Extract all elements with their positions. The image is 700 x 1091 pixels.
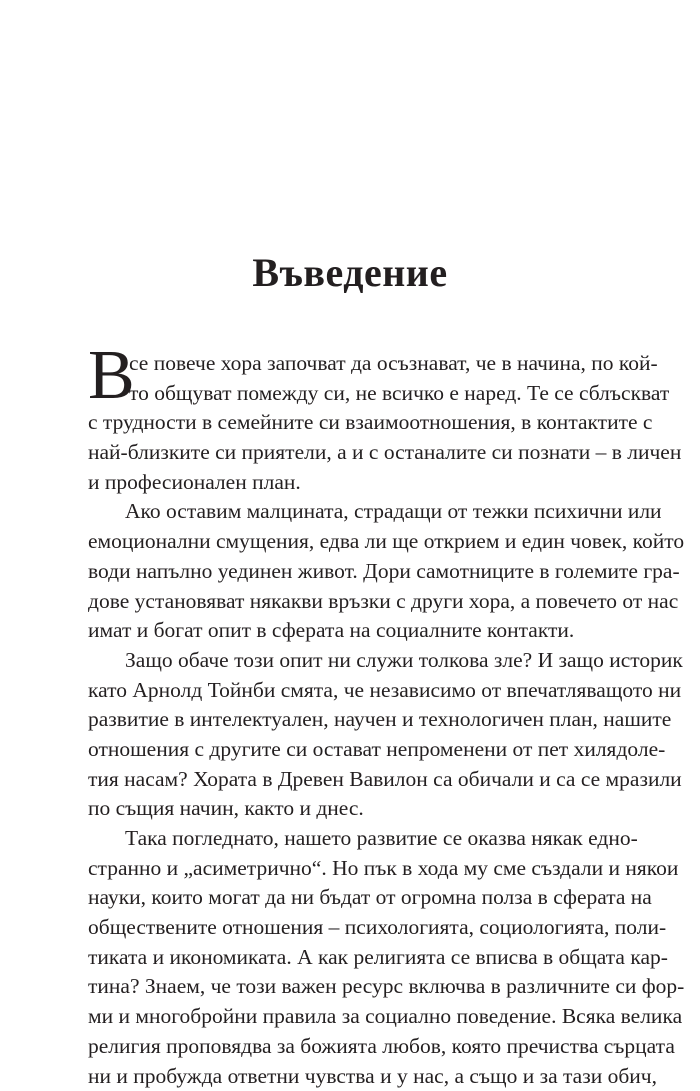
text-line: отношения с другите си остават непроменени от пет хилядоле- (88, 735, 613, 765)
text-line: то общуват помежду си, не всичко е наред. Те се сблъскват (88, 379, 613, 409)
text-line: развитие в интелектуален, научен и технологичен план, нашите (88, 705, 613, 735)
chapter-title: Въведение (0, 249, 700, 297)
text-line: Защо обаче този опит ни служи толкова зле? И защо историк (88, 646, 613, 676)
text-line: обществените отношения – психологията, социологията, поли- (88, 913, 613, 943)
text-line: дове установяват някакви връзки с други хора, а повечето от нас (88, 587, 613, 617)
text-line: Ако оставим малцината, страдащи от тежки психични или (88, 497, 613, 527)
text-line: емоционални смущения, едва ли ще открием и един човек, който (88, 527, 613, 557)
text-line: имат и богат опит в сферата на социалните контакти. (88, 616, 613, 646)
text-line: като Арнолд Тойнби смята, че независимо от впечатляващото ни (88, 676, 613, 706)
text-line: тия насам? Хората в Древен Вавилон са обичали и са се мразили (88, 765, 613, 795)
text-line: най-близките си приятели, а и с останалите си познати – в личен (88, 438, 613, 468)
text-line: науки, които могат да ни бъдат от огромна полза в сферата на (88, 883, 613, 913)
text-line: ни и пробужда ответни чувства и у нас, а също и за тази обич, (88, 1062, 613, 1091)
text-line: религия проповядва за божията любов, която пречиства сърцата (88, 1032, 613, 1062)
text-line: с трудности в семейните си взаимоотношения, в контактите с (88, 408, 613, 438)
text-line: води напълно уединен живот. Дори самотниците в големите гра- (88, 557, 613, 587)
text-line: тиката и икономиката. А как религията се вписва в общата кар- (88, 943, 613, 973)
text-line: Така погледнато, нашето развитие се оказва някак едно- (88, 824, 613, 854)
text-line: тина? Знаем, че този важен ресурс включва в различните си фор- (88, 972, 613, 1002)
text-line: странно и „асиметрично“. Но пък в хода му сме създали и някои (88, 854, 613, 884)
text-line: ми и многобройни правила за социално поведение. Всяка велика (88, 1002, 613, 1032)
text-line: по същия начин, както и днес. (88, 794, 613, 824)
text-line: и професионален план. (88, 468, 613, 498)
body-text (88, 349, 613, 1091)
drop-cap: В (88, 345, 135, 407)
text-line: се повече хора започват да осъзнават, че в начина, по кой- (88, 349, 613, 379)
